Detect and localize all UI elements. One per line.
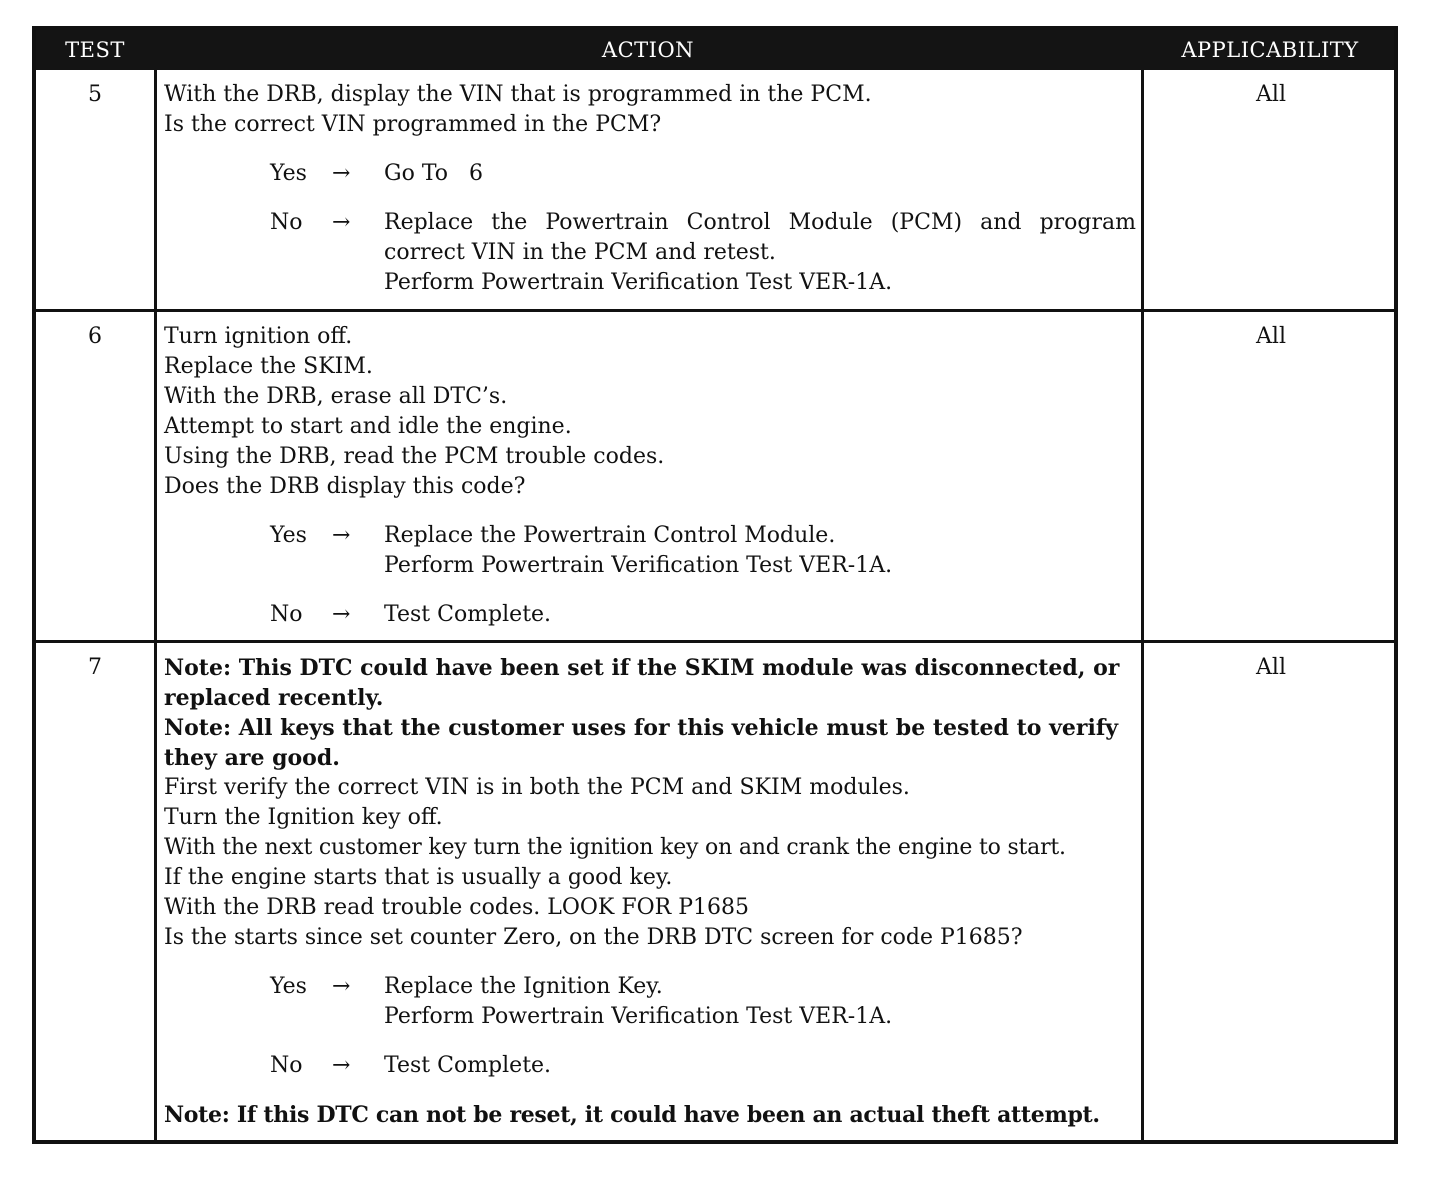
yes-label: Yes [270, 161, 307, 186]
applicability-value: All [1256, 82, 1286, 107]
arrow-icon: → [332, 523, 351, 548]
no-text [384, 600, 1136, 630]
action-line: With the next customer key turn the ignition key on and crank the engine to start. [164, 835, 1066, 860]
applicability-value: All [1256, 655, 1286, 680]
yes-line: Perform Powertrain Verification Test VER-1A. [384, 553, 893, 578]
table-row [36, 643, 1394, 1144]
action-line: With the DRB, erase all DTC’s. [164, 384, 508, 409]
no-label: No [270, 602, 303, 627]
arrow-icon: → [332, 602, 351, 627]
yes-answer [164, 521, 1136, 581]
action-line: Is the correct VIN programmed in the PCM? [164, 112, 662, 137]
yes-label: Yes [270, 974, 307, 999]
table-row [36, 312, 1394, 640]
diagnostic-table [32, 26, 1398, 1144]
no-text [384, 208, 1136, 298]
header-test: TEST [65, 38, 125, 62]
arrow-icon: → [332, 1053, 351, 1078]
test-number: 6 [88, 324, 102, 349]
header-action: ACTION [601, 38, 695, 62]
action-cell [164, 653, 1136, 1130]
action-line: Does the DRB display this code? [164, 474, 526, 499]
no-line: Test Complete. [384, 602, 552, 627]
bold-note: Note: All keys that the customer uses for this vehicle must be tested to verify they are good. [164, 715, 1119, 771]
arrow-icon: → [332, 161, 351, 186]
no-label: No [270, 1053, 303, 1078]
final-note: Note: If this DTC can not be reset, it could have been an actual theft attempt. [164, 1102, 1100, 1128]
arrow-icon: → [332, 210, 351, 235]
action-cell [164, 322, 1136, 630]
action-line: With the DRB read trouble codes. LOOK FOR P1685 [164, 895, 749, 920]
yes-text [384, 159, 1136, 189]
action-line: Turn the Ignition key off. [164, 805, 443, 830]
table-row [36, 70, 1394, 309]
no-answer [164, 1051, 1136, 1081]
no-line: Test Complete. [384, 1053, 552, 1078]
action-line: Using the DRB, read the PCM trouble codes. [164, 444, 665, 469]
no-text [384, 1051, 1136, 1081]
action-line: If the engine starts that is usually a good key. [164, 865, 673, 890]
test-number: 7 [88, 655, 102, 680]
action-line: Attempt to start and idle the engine. [164, 414, 572, 439]
applicability-value: All [1256, 324, 1286, 349]
yes-answer [164, 972, 1136, 1032]
table-header [36, 30, 1394, 70]
action-line: First verify the correct VIN is in both the PCM and SKIM modules. [164, 775, 910, 800]
bold-note: Note: This DTC could have been set if the SKIM module was disconnected, or replaced recently. [164, 655, 1120, 711]
action-cell [164, 80, 1136, 298]
no-line: Perform Powertrain Verification Test VER-1A. [384, 270, 893, 295]
action-line: With the DRB, display the VIN that is programmed in the PCM. [164, 82, 872, 107]
yes-label: Yes [270, 523, 307, 548]
yes-line: Replace the Ignition Key. [384, 974, 663, 999]
yes-line: Perform Powertrain Verification Test VER-1A. [384, 1004, 893, 1029]
no-answer [164, 208, 1136, 298]
yes-line: Replace the Powertrain Control Module. [384, 523, 836, 548]
arrow-icon: → [332, 974, 351, 999]
yes-line: Go To 6 [384, 161, 483, 186]
test-number: 5 [88, 82, 102, 107]
no-line: Replace the Powertrain Control Module (PCM) and program correct VIN in the PCM and retest. [384, 210, 1136, 265]
action-line: Is the starts since set counter Zero, on the DRB DTC screen for code P1685? [164, 925, 1023, 950]
no-label: No [270, 210, 303, 235]
action-line: Turn ignition off. [164, 324, 353, 349]
header-applicability: APPLICABILITY [1181, 38, 1359, 62]
action-line: Replace the SKIM. [164, 354, 373, 379]
yes-text [384, 521, 1136, 581]
yes-answer [164, 159, 1136, 189]
yes-text [384, 972, 1136, 1032]
no-answer [164, 600, 1136, 630]
